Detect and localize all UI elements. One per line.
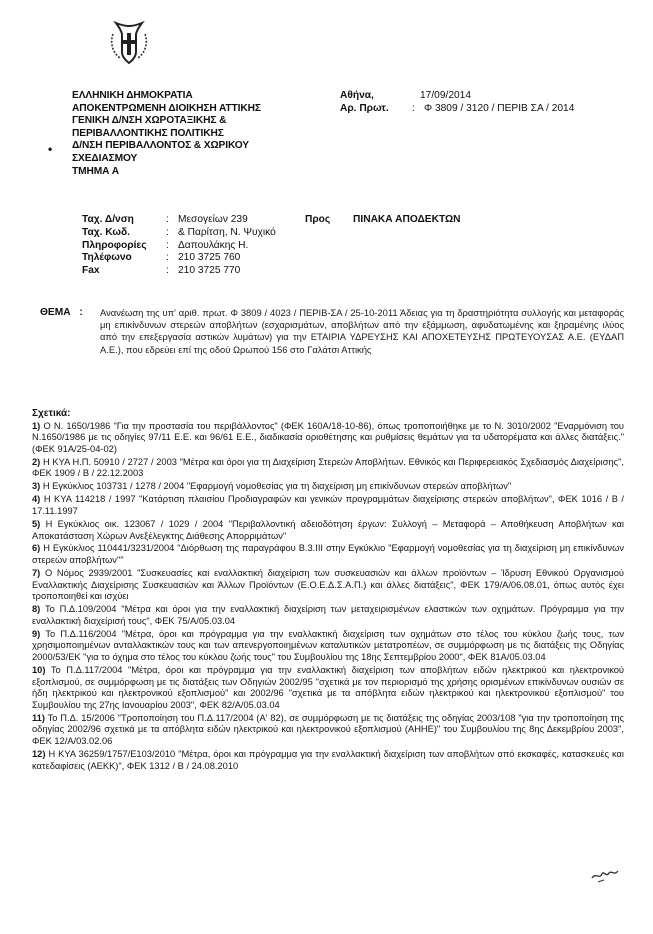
related-title: Σχετικά: [32,408,71,419]
related-item-number: 9) [32,628,41,639]
subject-label: ΘΕΜΑ [40,307,71,318]
related-item [32,749,624,772]
related-item-number: 2) [32,456,41,467]
issuer-line: ΑΠΟΚΕΝΤΡΩΜΕΝΗ ΔΙΟΙΚΗΣΗ ΑΤΤΙΚΗΣ [72,102,261,114]
contact-label: Ταχ. Κωδ. [82,226,130,238]
related-item-text: Το Π.Δ.109/2004 "Μέτρα και όροι για την εναλλακτική διαχείριση των μεταχειρισμένων ελαστικών των οχημάτων. Πρόγραμμα για την εναλλακτική διαχείρισή τους", ΦΕΚ 75/Α/05.03.04 [32,604,624,626]
contact-label: Πληροφορίες [82,239,147,251]
contact-value: & Παρίτση, Ν. Ψυχικό [178,226,276,238]
issuer-line: ΓΕΝΙΚΗ Δ/ΝΣΗ ΧΩΡΟΤΑΞΙΚΗΣ & [72,115,227,127]
contact-label: Τηλέφωνο [82,252,132,264]
contact-details [82,214,318,278]
protocol-colon: : [412,102,415,114]
margin-mark: • [48,142,53,156]
issuer-line: ΣΧΕΔΙΑΣΜΟΥ [72,152,138,164]
related-item-text: Το Π.Δ.117/2004 "Μέτρα, όροι και πρόγραμμα για την εναλλακτική διαχείριση των αποβλήτων ειδών ηλεκτρικού και ηλεκτρονικού εξοπλισμού, σε συμμόρφωση με τις διατάξεις των Οδηγιών 2002/95 "σχετικά με τον περιορισμό της χρήσης ορισμένων επικίνδυνων ουσιών σε ήδη ηλεκτρικού και ηλεκτρονικού εξοπλισμού" και 2002/96 "σχετικά με τα απόβλητα ειδών ηλεκτρικού και ηλεκτρονικού εξοπλισμού" του Συμβουλίου της 27ης Ιανουαρίου 2003", ΦΕΚ 82/Α/05.03.04 [32,664,624,710]
issuer-line: ΕΛΛΗΝΙΚΗ ΔΗΜΟΚΡΑΤΙΑ [72,90,193,101]
related-item-number: 10) [32,664,46,675]
related-item-number: 6) [32,543,41,554]
related-item-number: 5) [32,518,41,529]
recipient-value: ΠΙΝΑΚΑ ΑΠΟΔΕΚΤΩΝ [353,214,461,225]
contact-value: Μεσογείων 239 [178,214,248,225]
subject-label-block [40,307,83,318]
related-item-number: 1) [32,420,41,431]
related-item-text: Η Εγκύκλιος 103731 / 1278 / 2004 "Εφαρμογή νομοθεσίας για τη διαχείριση μη επικίνδυνων στερεών αποβλήτων" [42,481,512,492]
related-item-number: 8) [32,604,41,615]
contact-value: Δαπουλάκης Η. [178,239,249,251]
contact-row [82,265,318,278]
related-item [32,665,624,711]
contact-row [82,214,318,227]
issuing-authority [72,90,322,178]
related-item [32,568,624,603]
related-item [32,629,624,664]
contact-row [82,227,318,240]
place-label: Αθήνα, [340,90,374,101]
related-item-number: 11) [32,712,45,723]
contact-label: Fax [82,265,100,277]
contact-colon: : [166,226,169,238]
related-item [32,519,624,542]
greek-coat-of-arms-emblem [107,18,151,66]
issuer-line: ΤΜΗΜΑ Α [72,165,120,177]
related-item-text: Η Εγκύκλιος 110441/3231/2004 "Διόρθωση της παραγράφου Β.3.ΙΙΙ στην Εγκύκλιο "Εφαρμογή νομοθεσίας για τη διαχείριση μη επικίνδυνων στερεών αποβλήτων"" [32,543,624,566]
related-item [32,604,624,627]
related-item [32,543,624,566]
related-item-text: Η Εγκύκλιος οικ. 123067 / 1029 / 2004 "Περιβαλλοντική αδειοδότηση έργων: Συλλογή – Μεταφορά – Αποθήκευση Αποβλήτων και Αποκατάσταση Χώρων Ανεξέλεγκτης Διάθεσης Απορριμάτων" [32,518,624,541]
related-item-text: Ο Νόμος 2939/2001 "Συσκευασίες και εναλλακτική διαχείριση των συσκευασιών και άλλων προϊόντων – Ίδρυση Εθνικού Οργανισμού Εναλλακτικής Διαχείρισης Συσκευασιών και Άλλων Προϊόντων (Ε.Ο.Ε.Δ.Σ.Α.Π.) και άλλες διατάξεις", ΦΕΚ 179/Α/06.08.01, όπως αυτός έχει τροποποιηθεί και ισχύει [32,568,624,602]
document-date: 17/09/2014 [420,90,471,101]
issuer-line: ΠΕΡΙΒΑΛΛΟΝΤΙΚΗΣ ΠΟΛΙΤΙΚΗΣ [72,127,224,139]
related-item-text: Η ΚΥΑ 36259/1757/Ε103/2010 "Μέτρα, όροι και πρόγραμμα για την εναλλακτική διαχείριση των αποβλήτων από εκσκαφές, κατασκευές και κατεδαφίσεις (ΑΕΚΚ)", ΦΕΚ 1312 / Β / 24.08.2010 [32,748,624,771]
issuer-line: Δ/ΝΣΗ ΠΕΡΙΒΑΛΛΟΝΤΟΣ & ΧΩΡΙΚΟΥ [72,140,250,152]
recipient-block [305,214,461,225]
contact-value: 210 3725 770 [178,265,241,277]
contact-colon: : [166,239,169,251]
reference-block [340,90,574,115]
protocol-label: Αρ. Πρωτ. [340,102,389,114]
related-item [32,713,624,748]
related-item [32,494,624,517]
related-item-text: Το Π.Δ.116/2004 "Μέτρα, όροι και πρόγραμμα για την εναλλακτική διαχείριση των οχημάτων στο τέλος του κύκλου ζωής τους, των χρησιμοποιημένων ανταλλακτικών τους και των απενεργοποιημένων καταλυτικών μετατροπέων, σε συμμόρφωση με τις διατάξεις της Οδηγίας 2000/53/ΕΚ "για το όχημα στο τέλος του κύκλου ζωής τους" του Συμβουλίου της 18ης Σεπτεμβρίου 2000", ΦΕΚ 81Α/05.03.04 [32,628,624,662]
protocol-number: Φ 3809 / 3120 / ΠΕΡΙΒ ΣΑ / 2014 [424,102,575,114]
contact-label: Ταχ. Δ/νση [82,214,134,225]
contact-row [82,252,318,265]
recipient-label: Προς [305,214,331,225]
subject-colon: : [79,307,83,318]
related-item-text: Ο Ν. 1650/1986 "Για την προστασία του περιβάλλοντος" (ΦΕΚ 160Α/18-10-86), όπως τροποποιήθηκε με το Ν. 3010/2002 "Εναρμόνιση του Ν.1650/1986 με τις οδηγίες 97/11 Ε.Ε. και 96/61 Ε.Ε., διαδικασία οριοθέτησης και ρυθμίσεις θεμάτων για τα υδατορέματα και άλλες διατάξεις." (ΦΕΚ 91Α/25-04-02) [32,420,624,454]
handwritten-initials-mark [590,864,620,886]
related-item [32,481,624,493]
related-item [32,457,624,480]
contact-row [82,240,318,253]
related-item-number: 3) [32,481,41,492]
related-item-number: 7) [32,568,41,579]
contact-colon: : [166,252,169,264]
related-item-number: 12) [32,748,46,759]
related-item [32,421,624,456]
contact-value: 210 3725 760 [178,252,241,264]
related-item-text: Η ΚΥΑ 114218 / 1997 "Κατάρτιση πλαισίου Προδιαγραφών και γενικών προγραμμάτων διαχείρισης στερεών αποβλήτων", ΦΕΚ 1016 / Β / 17.11.1997 [32,494,624,516]
contact-colon: : [166,214,169,225]
related-documents [32,408,624,774]
subject-text: Ανανέωση της υπ' αριθ. πρωτ. Φ 3809 / 4023 / ΠΕΡΙΒ-ΣΑ / 25-10-2011 Άδειας για τη δραστηριότητα συλλογής και μεταφοράς μη επικίνδυνων στερεών αποβλήτων (εσχαρισμάτων, αποβλήτων από την εξάμμωση, αφυδατωμένης και ξηραμένης ιλύος από την επεξεργασία αστικών λυμάτων) για την ΕΤΑΙΡΙΑ ΥΔΡΕΥΣΗΣ ΚΑΙ ΑΠΟΧΕΤΕΥΣΗΣ ΠΡΩΤΕΥΟΥΣΑΣ Α.Ε. (ΕΥΔΑΠ Α.Ε.), που εδρεύει επί της οδού Ωρωπού 156 στο Γαλάτσι Αττικής [100,307,624,355]
related-item-text: Η ΚΥΑ Η.Π. 50910 / 2727 / 2003 "Μέτρα και όροι για τη Διαχείριση Στερεών Αποβλήτων. Εθνικός και Περιφερειακός Σχεδιασμός Διαχείρισης", ΦΕΚ 1909 / Β / 22.12.2003 [32,456,624,479]
contact-colon: : [166,265,169,277]
related-item-text: Το Π.Δ. 15/2006 "Τροποποίηση του Π.Δ.117/2004 (Α' 82), σε συμμόρφωση με τις διατάξεις της οδηγίας 2003/108 "για την τροποποίηση της οδηγίας 2002/96 σχετικά με τα απόβλητα ειδών ηλεκτρικού και ηλεκτρονικού εξοπλισμού (ΑΗΗΕ)" του Συμβουλίου της 8ης Δεκεμβρίου 2003", ΦΕΚ 12/Α/03.02.06 [32,712,624,746]
related-item-number: 4) [32,494,41,505]
